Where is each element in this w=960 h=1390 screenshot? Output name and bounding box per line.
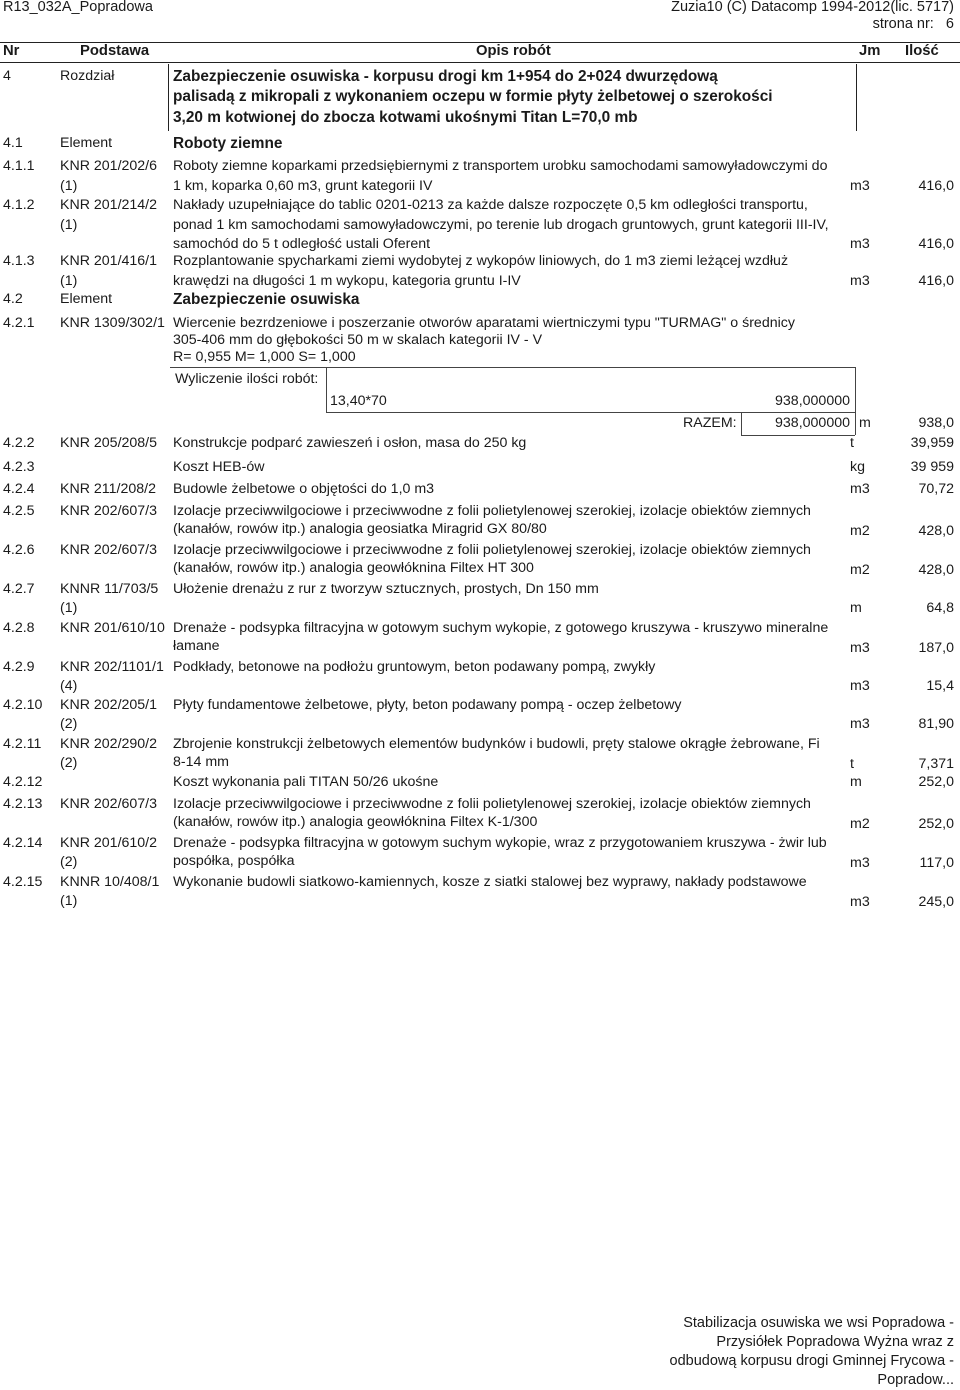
footer-line: Przysiółek Popradowa Wyżna wraz z: [716, 1334, 954, 1350]
row-opis-line: Rozplantowanie spycharkami ziemi wydobytej z wykopów liniowych, do 1 m3 ziemi leżącej wzdłuż: [173, 253, 789, 269]
footer-line: Popradow...: [877, 1372, 954, 1388]
row-podstawa: Rozdział: [60, 68, 115, 84]
row-podstawa: KNR 201/202/6: [60, 158, 158, 174]
row-jm: kg: [850, 459, 865, 475]
row-podstawa: KNR 201/416/1: [60, 253, 158, 269]
row-ilosc: 245,0: [918, 893, 954, 910]
row-nr: 4.2.4: [3, 481, 35, 497]
row-podstawa: KNR 202/607/3: [60, 796, 158, 812]
row-jm: m2: [850, 561, 870, 578]
row-opis-line: Ułożenie drenażu z rur z tworzyw sztucznych, prostych, Dn 150 mm: [173, 581, 599, 597]
row-podstawa-sub: (1): [60, 892, 78, 909]
row-opis-line: Budowle żelbetowe o objętości do 1,0 m3: [173, 481, 435, 497]
row-opis-line: Zabezpieczenie osuwiska - korpusu drogi km 1+954 do 2+024 dwurzędową: [173, 68, 718, 85]
row-podstawa: KNR 202/205/1: [60, 697, 158, 713]
row-opis-line: Nakłady uzupełniające do tablic 0201-0213 za każde dalsze rozpoczęte 0,5 km odległości transportu,: [173, 197, 808, 213]
footer-line: odbudową korpusu drogi Gminnej Frycowa -: [669, 1353, 954, 1369]
row-opis-line: Wykonanie budowli siatkowo-kamiennych, kosze z siatki stalowej bez wyprawy, nakłady podstawowe: [173, 874, 807, 890]
row-nr: 4.2.14: [3, 835, 43, 851]
row-ilosc: 15,4: [926, 677, 954, 694]
row-opis-line: ponad 1 km samochodami samowyładowczymi, po terenie lub drogach gruntowych, grunt kategorii III-IV,: [173, 216, 829, 233]
row-opis-line: pospółka, pospółka: [173, 852, 295, 869]
row-jm: m3: [850, 893, 870, 910]
row-nr: 4.2.15: [3, 874, 43, 890]
row-ilosc: 416,0: [918, 177, 954, 194]
row-ilosc: 252,0: [918, 774, 954, 790]
row-jm: m3: [850, 715, 870, 732]
row-ilosc: 187,0: [918, 639, 954, 656]
row-nr: 4: [3, 68, 11, 84]
row-opis-line: Płyty fundamentowe żelbetowe, płyty, beton podawany pompą - oczep żelbetowy: [173, 697, 682, 713]
row-podstawa-sub: (2): [60, 853, 78, 870]
row-podstawa-sub: (1): [60, 177, 78, 194]
column-header-opis: Opis robót: [476, 43, 551, 59]
row-podstawa: Element: [60, 291, 113, 307]
row-jm: m3: [850, 639, 870, 656]
calc-label: Wyliczenie ilości robót:: [175, 371, 319, 387]
row-podstawa: KNR 201/610/2: [60, 835, 158, 851]
row-jm: m3: [850, 677, 870, 694]
row-podstawa: KNR 202/607/3: [60, 503, 158, 519]
chapter-box-right: [856, 64, 857, 131]
razem-label: RAZEM:: [683, 415, 737, 431]
footer-line: Stabilizacja osuwiska we wsi Popradowa -: [683, 1315, 954, 1331]
row-opis-line: Roboty ziemne koparkami przedsiębiernymi z transportem urobku samochodami samowyładowczymi do: [173, 158, 828, 174]
row-ilosc: 70,72: [918, 481, 954, 497]
row-ilosc: 39 959: [910, 459, 954, 475]
row-opis-line: (kanałów, rowów itp.) analogia geosiatka Miragrid GX 80/80: [173, 520, 547, 537]
razem-rule: [741, 435, 855, 436]
row-opis-line: Konstrukcje podparć zawieszeń i osłon, masa do 250 kg: [173, 435, 527, 451]
row-ilosc: 416,0: [918, 236, 954, 252]
column-header-jm: Jm: [859, 43, 881, 59]
page-number-value: 6: [945, 16, 954, 32]
column-header-podstawa: Podstawa: [80, 43, 150, 59]
row-ilosc: 428,0: [918, 561, 954, 578]
row-jm: m3: [850, 481, 870, 497]
calc-formula-rule: [326, 412, 855, 413]
row-jm: m3: [850, 272, 870, 289]
row-opis-line: krawędzi na długości 1 m wykopu, kategoria gruntu I-IV: [173, 272, 521, 289]
row-jm: m: [850, 774, 862, 790]
row-podstawa: KNR 201/214/2: [60, 197, 158, 213]
row-nr: 4.2.9: [3, 659, 35, 675]
row-opis-line: samochód do 5 t odległość ustali Oferent: [173, 236, 431, 252]
row-opis-line: Izolacje przeciwwilgociowe i przeciwwodne z folii polietylenowej szerokiej, izolacje obiektów ziemnych: [173, 542, 811, 558]
calc-box-top: [170, 367, 855, 368]
row-podstawa: KNR 201/610/10: [60, 620, 165, 636]
row-podstawa-sub: (1): [60, 599, 78, 616]
row-opis-line: (kanałów, rowów itp.) analogia geowłóknina Filtex K-1/300: [173, 813, 538, 830]
row-jm: t: [850, 435, 854, 451]
row-nr: 4.1.1: [3, 158, 35, 174]
row-podstawa: KNR 202/1101/1: [60, 659, 164, 675]
row-podstawa-sub: (1): [60, 216, 78, 233]
row-opis-line: Drenaże - podsypka filtracyjna w gotowym suchym wykopie, z gotowego kruszywa - kruszywo mineralne: [173, 620, 829, 636]
row-opis-line: 1 km, koparka 0,60 m3, grunt kategorii IV: [173, 177, 433, 194]
row-podstawa: KNNR 11/703/5: [60, 581, 159, 597]
row-nr: 4.2.5: [3, 503, 35, 519]
project-title-footer: [670, 1314, 955, 1390]
calc-box-right: [855, 367, 856, 435]
row-ilosc: 252,0: [918, 815, 954, 832]
row-jm: t: [850, 755, 854, 772]
row-podstawa: Element: [60, 135, 113, 151]
file-name: R13_032A_Popradowa: [3, 0, 153, 15]
row-nr: 4.1.3: [3, 253, 35, 269]
row-opis-line: Roboty ziemne: [173, 135, 283, 152]
row-nr: 4.2.10: [3, 697, 43, 713]
row-podstawa-sub: (2): [60, 715, 78, 732]
row-podstawa-sub: (4): [60, 677, 78, 694]
column-header-ilosc: Ilość: [905, 43, 939, 59]
row-opis-line: Wiercenie bezrdzeniowe i poszerzanie otworów aparatami wiertniczymi typu "TURMAG" o średnicy: [173, 315, 795, 331]
row-podstawa: KNR 202/290/2: [60, 736, 158, 752]
row-nr: 4.2.8: [3, 620, 35, 636]
row-ilosc: 117,0: [919, 854, 954, 871]
row-opis-line: Podkłady, betonowe na podłożu gruntowym, beton podawany pompą, zwykły: [173, 659, 656, 675]
row-opis-line: R= 0,955 M= 1,000 S= 1,000: [173, 349, 356, 365]
row-nr: 4.2.3: [3, 459, 35, 475]
row-opis-line: 3,20 m kotwionej do zbocza kotwami ukośnymi Titan L=70,0 mb: [173, 108, 638, 126]
row-ilosc: 428,0: [918, 522, 954, 539]
row-podstawa-sub: (2): [60, 754, 78, 771]
row-jm: m3: [850, 854, 870, 871]
razem-value: 938,000000: [775, 415, 850, 431]
row-opis-line: Zbrojenie konstrukcji żelbetowych elementów budynków i budowli, pręty stalowe okrągłe żebrowane, Fi: [173, 736, 820, 752]
row-ilosc: 64,8: [926, 599, 954, 616]
chapter-box-left: [168, 64, 169, 131]
row-ilosc: 39,959: [910, 435, 954, 451]
row-podstawa: KNR 211/208/2: [60, 481, 156, 497]
row-podstawa: KNR 205/208/5: [60, 435, 158, 451]
row-jm: m: [850, 599, 862, 616]
row-nr: 4.2.6: [3, 542, 35, 558]
row-podstawa: KNNR 10/408/1: [60, 874, 160, 890]
razem-ilosc: 938,0: [918, 415, 954, 431]
software-info: Zuzia10 (C) Datacomp 1994-2012(lic. 5717): [671, 0, 954, 15]
row-nr: 4.2.11: [3, 736, 42, 752]
row-nr: 4.2: [3, 291, 23, 307]
row-opis-line: Izolacje przeciwwilgociowe i przeciwwodne z folii polietylenowej szerokiej, izolacje obiektów ziemnych: [173, 503, 811, 519]
row-nr: 4.2.13: [3, 796, 43, 812]
row-podstawa: KNR 1309/302/1: [60, 315, 165, 331]
row-podstawa-sub: (1): [60, 272, 78, 289]
razem-jm: m: [859, 415, 871, 431]
calc-divider: [326, 367, 327, 413]
row-nr: 4.1: [3, 135, 23, 151]
row-ilosc: 81,90: [918, 715, 954, 732]
row-opis-line: łamane: [173, 637, 220, 654]
row-opis-line: Koszt HEB-ów: [173, 459, 265, 475]
row-nr: 4.2.12: [3, 774, 43, 790]
row-jm: m3: [850, 236, 870, 252]
row-nr: 4.2.1: [3, 315, 35, 331]
row-jm: m3: [850, 177, 870, 194]
row-jm: m2: [850, 522, 870, 539]
row-ilosc: 7,371: [918, 755, 954, 772]
row-nr: 4.2.2: [3, 435, 35, 451]
page-number-label: strona nr:: [872, 16, 934, 32]
calc-formula: 13,40*70: [330, 393, 387, 409]
row-opis-line: Drenaże - podsypka filtracyjna w gotowym suchym wykopie, wraz z przygotowaniem kruszywa - żwir lub: [173, 835, 827, 851]
column-header-nr: Nr: [3, 43, 20, 59]
row-opis-line: 8-14 mm: [173, 753, 229, 770]
row-opis-line: Zabezpieczenie osuwiska: [173, 291, 360, 308]
header-bottom-rule: [0, 62, 960, 63]
row-opis-line: Koszt wykonania pali TITAN 50/26 ukośne: [173, 774, 439, 790]
page-number: [873, 16, 954, 32]
row-podstawa: KNR 202/607/3: [60, 542, 158, 558]
razem-divider: [741, 413, 742, 435]
calc-formula-value: 938,000000: [775, 393, 850, 409]
row-opis-line: 305-406 mm do głębokości 50 m w skalach kategorii IV - V: [173, 332, 543, 348]
row-opis-line: Izolacje przeciwwilgociowe i przeciwwodne z folii polietylenowej szerokiej, izolacje obiektów ziemnych: [173, 796, 811, 812]
row-opis-line: palisadą z mikropali z wykonaniem oczepu w formie płyty żelbetowej o szerokości: [173, 88, 773, 106]
row-opis-line: (kanałów, rowów itp.) analogia geowłóknina Filtex HT 300: [173, 559, 534, 576]
row-ilosc: 416,0: [918, 272, 954, 289]
row-nr: 4.2.7: [3, 581, 35, 597]
row-jm: m2: [850, 815, 870, 832]
row-nr: 4.1.2: [3, 197, 35, 213]
